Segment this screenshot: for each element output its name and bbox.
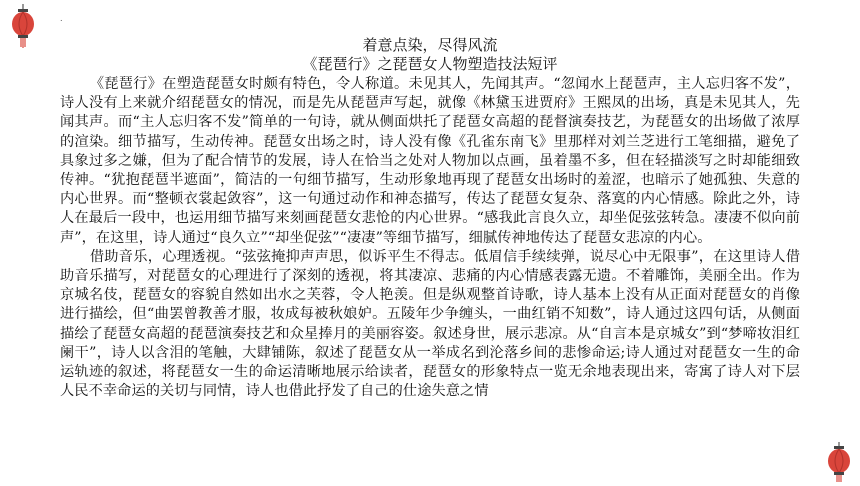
paragraph-2: 借助音乐，心理透视。“弦弦掩抑声声思，似诉平生不得志。低眉信手续续弹，说尽心中无限事”，在这里诗人借助音乐描写，对琵琶女的心理进行了深刻的透视，将其凄凉、悲痛的内心情感表露无遗。不着雕饰，美丽全出。作为京城名伎，琵琶女的容貌自然如出水之芙蓉，令人艳羡。但是纵观整首诗歌，诗人基本上没有从正面对琵琶女的肖像进行描绘，但“曲罢曾教善才服，妆成每被秋娘妒。五陵年少争缠头，一曲红销不知数”，诗人通过这四句话，从侧面描绘了琵琶女高超的琵琶演奏技艺和众星捧月的美丽容姿。叙述身世，展示悲凉。从“自言本是京城女”到“梦啼妆泪红阑干”，诗人以含泪的笔触，大肆铺陈，叙述了琵琶女从一举成名到沦落乡间的悲惨命运;诗人通过对琵琶女一生的命运轨迹的叙述，将琵琶女一生的命运清晰地展示给读者，琵琶女的形象特点一览无余地表现出来，寄寓了诗人对下层人民不幸命运的关切与同情，诗人也借此抒发了自己的仕途失意之情 [60,248,800,400]
small-mark: . [60,14,63,23]
document-body [60,75,800,401]
document-title: 着意点染，尽得风流 [362,36,498,54]
document-subtitle: 《琵琶行》之琵琶女人物塑造技法短评 [302,55,558,73]
paragraph-1: 《琵琶行》在塑造琵琶女时颇有特色，令人称道。未见其人，先闻其声。“忽闻水上琵琶声，主人忘归客不发”，诗人没有上来就介绍琵琶女的情况，而是先从琵琶声写起，就像《林黛玉进贾府》王熙凤的出场，真是未见其人，先闻其声。而“主人忘归客不发”简单的一句诗，就从侧面烘托了琵琶女高超的琵督演奏技艺，为琵琶女的出场做了浓厚的渲染。细节描写，生动传神。琵琶女出场之时，诗人没有像《孔雀东南飞》里那样对刘兰芝进行工笔细描，避免了具象过多之嫌，但为了配合情节的发展，诗人在恰当之处对人物加以点画，虽着墨不多，但在轻描淡写之时却能细致传神。“犹抱琵琶半遮面”，简洁的一句细节描写，生动形象地再现了琵琶女出场时的羞涩，也暗示了她孤独、失意的内心世界。而“整顿衣裳起敛容”，这一句通过动作和神态描写，传达了琵琶女复杂、落寞的内心情感。除此之外，诗人在最后一段中，也运用细节描写来刻画琵琶女悲怆的内心世界。“感我此言良久立，却坐促弦弦转急。凄凄不似向前声”，在这里，诗人通过“良久立”“却坐促弦”“凄凄”等细节描写，细腻传神地传达了琵琶女悲凉的内心。 [60,76,800,246]
lantern-bottom-icon [826,442,852,486]
lantern-top-icon [10,4,36,52]
